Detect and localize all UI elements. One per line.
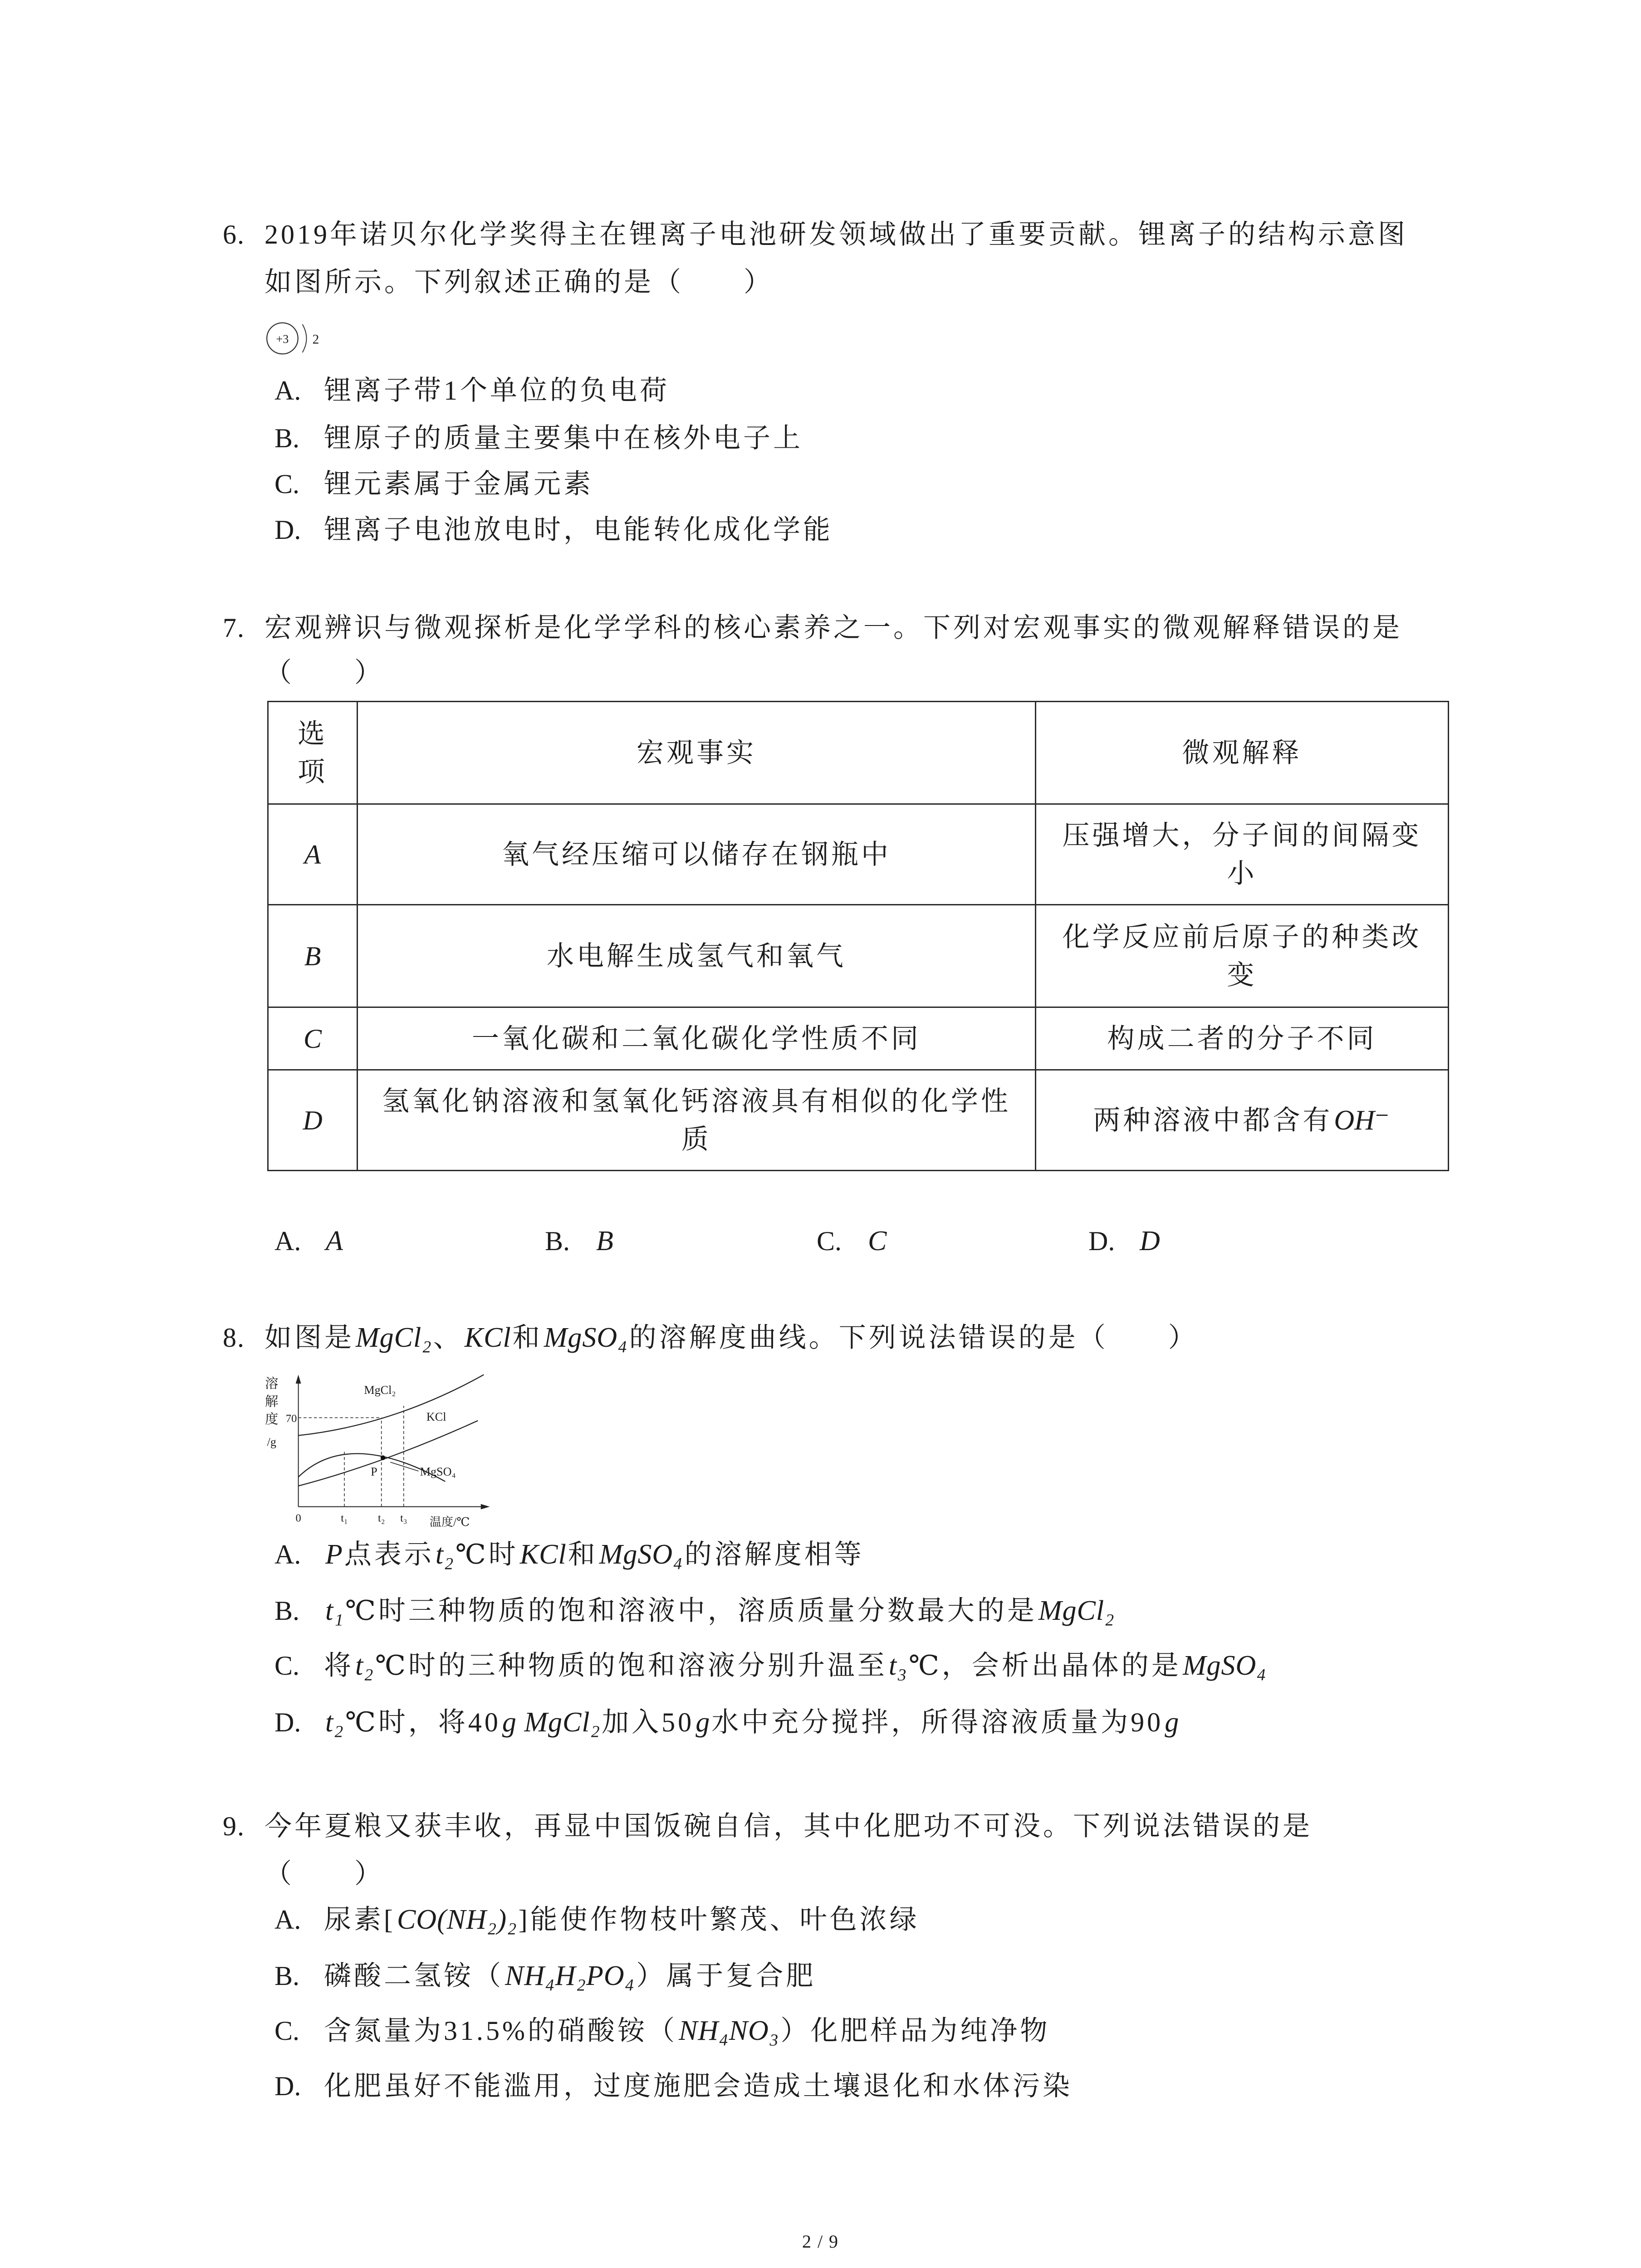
option-label: B. (545, 1226, 570, 1256)
question-8-option-a (274, 1536, 864, 1573)
stem-text: 如图是 (265, 1323, 354, 1353)
table-cell-option: C (268, 1007, 358, 1070)
option-formula: g (1165, 1707, 1180, 1738)
question-6-option-d (274, 512, 833, 548)
option-label: D. (274, 1707, 301, 1737)
option-text: ℃时，将40 (345, 1707, 501, 1737)
table-header-fact: 宏观事实 (358, 702, 1036, 804)
y-axis-arrow (296, 1375, 301, 1384)
x-tick-label: t₁ (341, 1512, 348, 1525)
page-number: 2 / 9 (802, 2231, 839, 2252)
table-header-explanation: 微观解释 (1036, 702, 1449, 804)
option-text: A (326, 1226, 343, 1256)
table-cell-explanation (1036, 1007, 1449, 1070)
option-formula: MgSO₄ (599, 1539, 683, 1570)
table-row (268, 1007, 1449, 1070)
explanation-text: 构成二者的分子不同 (1107, 1023, 1377, 1054)
stem-text: 、 (433, 1323, 463, 1353)
x-tick-label: 0 (295, 1512, 301, 1525)
curve-label-kcl: KCl (426, 1410, 446, 1423)
option-label: A. (274, 1905, 301, 1935)
option-formula: t₂ (325, 1707, 344, 1738)
option-text: ℃时三种物质的饱和溶液中，溶质质量分数最大的是 (345, 1596, 1037, 1626)
option-formula: NH₄NO₃ (678, 2015, 779, 2046)
stem-text: 和 (512, 1323, 543, 1353)
question-9-stem-line-2: （ ） (265, 1859, 384, 1889)
x-tick-label: t₃ (400, 1512, 407, 1525)
option-text: 锂原子的质量主要集中在核外电子上 (324, 423, 803, 453)
option-formula: t₂ (355, 1650, 374, 1681)
explanation-formula: OH⁻ (1334, 1105, 1390, 1136)
point-p-label: P (371, 1465, 377, 1478)
option-formula: MgCl₂ (1038, 1595, 1115, 1626)
option-formula: t₃ (888, 1650, 907, 1681)
question-8-option-b (274, 1593, 1116, 1629)
option-label: A. (274, 1540, 301, 1569)
nucleus-charge-label: +3 (276, 332, 289, 346)
electron-count-label: 2 (312, 332, 319, 347)
question-7-table (267, 701, 1449, 1171)
question-6-stem-line-1: 2019年诺贝尔化学奖得主在锂离子电池研发领域做出了重要贡献。锂离子的结构示意图 (265, 220, 1408, 249)
y-axis-label-char: /g (267, 1435, 276, 1449)
table-cell-explanation (1036, 1070, 1449, 1171)
explanation-text: 两种溶液中都含有 (1093, 1105, 1333, 1135)
y-tick-label: 70 (285, 1413, 297, 1425)
question-9-option-c (274, 2013, 1050, 2049)
x-axis-label: 温度/℃ (429, 1515, 470, 1529)
solubility-curve-figure (252, 1366, 497, 1536)
option-text: ）属于复合肥 (636, 1961, 816, 1991)
question-9-option-a (274, 1901, 920, 1938)
question-6-stem-line-2: 如图所示。下列叙述正确的是（ ） (265, 267, 774, 297)
x-tick-label: t₂ (378, 1512, 385, 1525)
option-formula: g (696, 1707, 710, 1738)
question-8-number: 8. (223, 1323, 245, 1353)
question-8-option-c (274, 1647, 1268, 1684)
option-formula: g MgCl₂ (502, 1707, 601, 1738)
option-formula: NH₄H₂PO₄ (505, 1960, 635, 1991)
option-text: 锂离子带1个单位的负电荷 (324, 376, 670, 406)
option-label: C. (274, 469, 300, 499)
y-axis-label-char: 溶 (265, 1377, 279, 1392)
option-formula: KCl (519, 1539, 567, 1570)
table-cell-fact: 一氧化碳和二氧化碳化学性质不同 (358, 1007, 1036, 1070)
electron-shell-arc (303, 324, 307, 352)
question-7-option-d (1088, 1223, 1162, 1259)
option-text: ）化肥样品为纯净物 (780, 2016, 1050, 2046)
table-header-row (268, 702, 1449, 804)
table-row (268, 804, 1449, 905)
question-7-option-a (274, 1223, 345, 1259)
option-text: 的溶解度相等 (684, 1540, 864, 1569)
option-formula: t₁ (325, 1595, 344, 1626)
table-cell-option: A (268, 804, 358, 905)
option-label: A. (274, 376, 301, 406)
option-text: 含氮量为31.5%的硝酸铵（ (324, 2016, 677, 2046)
curve-label-mgcl2: MgCl₂ (364, 1383, 396, 1397)
option-text: C (868, 1226, 887, 1256)
stem-formula: KCl (464, 1322, 511, 1353)
stem-text: 的溶解度曲线。下列说法错误的是（ ） (629, 1323, 1198, 1353)
table-cell-explanation (1036, 804, 1449, 905)
option-text: B (596, 1226, 614, 1256)
table-cell-option: D (268, 1070, 358, 1171)
option-text: 磷酸二氢铵（ (324, 1961, 504, 1991)
curve-label-mgso4: MgSO₄ (420, 1465, 456, 1478)
question-9-number: 9. (223, 1811, 245, 1841)
option-text: 锂元素属于金属元素 (324, 469, 593, 499)
option-text: ℃时的三种物质的饱和溶液分别升温至 (375, 1651, 887, 1681)
option-text: 水中充分搅拌，所得溶液质量为90 (711, 1707, 1164, 1737)
lithium-ion-structure-diagram (263, 318, 336, 359)
question-7-stem-line-1: 宏观辨识与微观探析是化学学科的核心素养之一。下列对宏观事实的微观解释错误的是 (265, 613, 1402, 643)
table-cell-option: B (268, 905, 358, 1007)
option-text: 锂离子电池放电时，电能转化成化学能 (324, 515, 833, 545)
option-text: ]能使作物枝叶繁茂、叶色浓绿 (518, 1905, 920, 1935)
option-formula: t₂ (435, 1539, 454, 1570)
option-label: C. (274, 2016, 300, 2046)
option-label: D. (274, 515, 301, 545)
question-6-option-b (274, 420, 803, 456)
y-axis-label-char: 解 (265, 1394, 279, 1409)
question-6-option-c (274, 466, 593, 502)
option-label: C. (817, 1226, 842, 1256)
option-formula: P (325, 1539, 343, 1570)
option-text: ℃时 (455, 1540, 519, 1569)
option-label: D. (1088, 1226, 1115, 1256)
option-label: A. (274, 1226, 301, 1256)
option-text: 点表示 (344, 1540, 434, 1569)
table-cell-fact: 氧气经压缩可以储存在钢瓶中 (358, 804, 1036, 905)
option-label: B. (274, 1596, 300, 1626)
question-8-stem (265, 1320, 1198, 1356)
x-axis-arrow (481, 1504, 490, 1510)
question-7-option-c (817, 1223, 888, 1259)
point-p (381, 1455, 385, 1460)
question-7-number: 7. (223, 613, 245, 643)
option-label: B. (274, 1961, 300, 1991)
explanation-text: 化学反应前后原子的种类改变 (1062, 922, 1422, 990)
option-label: D. (274, 2071, 301, 2101)
question-8-option-d (274, 1704, 1181, 1740)
table-row (268, 905, 1449, 1007)
option-text: 加入50 (602, 1707, 695, 1737)
table-cell-fact: 水电解生成氢气和氧气 (358, 905, 1036, 1007)
table-header-option: 选项 (268, 702, 358, 804)
question-6-option-a (274, 372, 670, 409)
question-9-stem-line-1: 今年夏粮又获丰收，再显中国饭碗自信，其中化肥功不可没。下列说法错误的是 (265, 1811, 1313, 1841)
option-text: 化肥虽好不能滥用，过度施肥会造成土壤退化和水体污染 (324, 2071, 1073, 2101)
stem-formula: MgSO₄ (544, 1322, 628, 1353)
option-text: ℃，会析出晶体的是 (908, 1651, 1181, 1681)
option-formula: MgSO₄ (1182, 1650, 1267, 1681)
option-label: C. (274, 1651, 300, 1681)
option-text: 尿素[ (324, 1905, 396, 1935)
explanation-text: 压强增大，分子间的间隔变小 (1062, 820, 1422, 889)
table-cell-explanation (1036, 905, 1449, 1007)
option-label: B. (274, 423, 300, 453)
table-row (268, 1070, 1449, 1171)
y-axis-label-char: 度 (265, 1412, 279, 1427)
question-7-stem-line-2: （ ） (265, 658, 384, 688)
option-text: 将 (324, 1651, 354, 1681)
question-9-option-b (274, 1958, 816, 1994)
option-text: 和 (568, 1540, 598, 1569)
stem-formula: MgCl₂ (356, 1322, 432, 1353)
question-9-option-d (274, 2068, 1073, 2104)
option-formula: CO(NH₂)₂ (397, 1904, 517, 1935)
option-text: D (1140, 1226, 1161, 1256)
question-6-number: 6. (223, 220, 245, 249)
table-cell-fact: 氢氧化钠溶液和氢氧化钙溶液具有相似的化学性质 (358, 1070, 1036, 1171)
question-7-option-b (545, 1223, 615, 1259)
